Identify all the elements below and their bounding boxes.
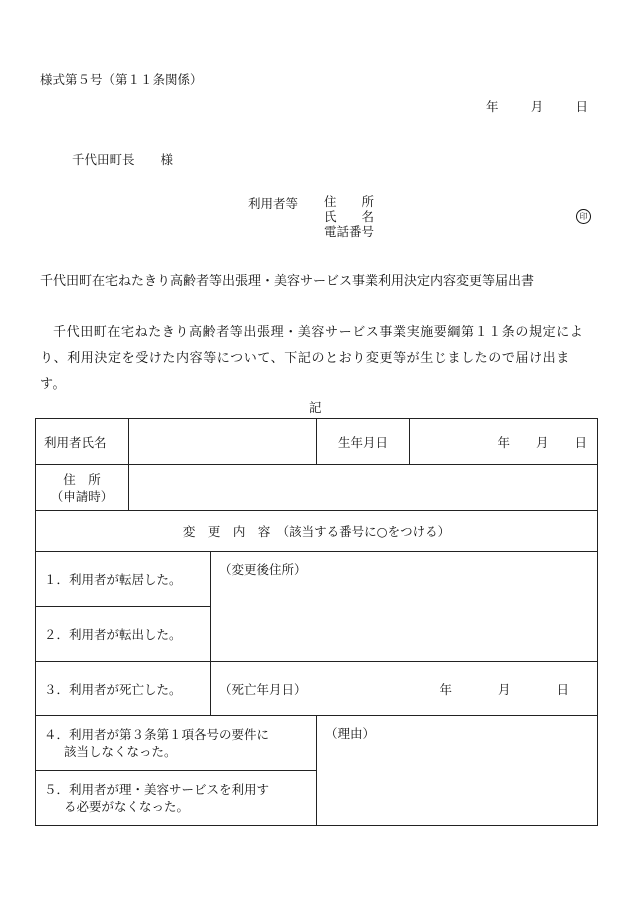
- applicant-phone-label: 電話番号: [324, 224, 375, 239]
- death-year-label: 年: [439, 681, 452, 697]
- row-item1: [36, 552, 598, 607]
- birthdate-label: 生年月日: [317, 419, 410, 465]
- reason-label: （理由）: [325, 726, 376, 741]
- new-address-label: （変更後住所）: [219, 562, 307, 577]
- addressee-name: 千代田町長: [72, 152, 135, 167]
- date-month-label: 月: [530, 99, 544, 114]
- applicant-name-label: 氏 名: [324, 209, 375, 224]
- item-1[interactable]: １．利用者が転居した。: [36, 552, 211, 607]
- item-4-line1: ４．利用者が第３条第１項各号の要件に: [44, 727, 270, 742]
- item-5[interactable]: [36, 771, 317, 826]
- birth-month-label: 月: [535, 434, 549, 450]
- row-change-header: [36, 511, 598, 552]
- ki-heading: 記: [309, 400, 322, 415]
- item-5-line2: る必要がなくなった。: [64, 799, 190, 814]
- document-title: 千代田町在宅ねたきり高齢者等出張理・美容サービス事業利用決定内容変更等届出書: [40, 274, 535, 289]
- address-label: 住 所: [63, 471, 101, 487]
- birth-year-label: 年: [497, 434, 510, 450]
- death-month-label: 月: [497, 681, 511, 697]
- addressee: [72, 150, 173, 168]
- applicant-fields: [324, 194, 374, 239]
- item-5-line1: ５．利用者が理・美容サービスを利用す: [44, 782, 270, 797]
- death-date-label: （死亡年月日）: [219, 681, 307, 697]
- applicant-address-label: 住 所: [324, 194, 375, 209]
- body-text: [40, 320, 592, 398]
- row-user-name: [36, 419, 598, 465]
- new-address-field[interactable]: [211, 552, 598, 662]
- death-day-label: 日: [556, 681, 569, 697]
- reason-field[interactable]: [317, 716, 598, 826]
- item-2[interactable]: ２．利用者が転出した。: [36, 607, 211, 662]
- row-item3: [36, 662, 598, 716]
- row-item4: [36, 716, 598, 771]
- seal-mark: 印: [576, 209, 591, 224]
- user-name-label: 利用者氏名: [36, 419, 129, 465]
- user-name-field[interactable]: [129, 419, 317, 465]
- address-field[interactable]: [129, 465, 598, 511]
- row-address: [36, 465, 598, 511]
- birthdate-field[interactable]: [410, 419, 598, 465]
- death-date-field[interactable]: [211, 662, 598, 716]
- change-header: 変 更 内 容 （該当する番号に○をつける）: [36, 511, 598, 552]
- birth-day-label: 日: [574, 434, 587, 450]
- address-label-cell: [36, 465, 129, 511]
- addressee-honorific: 様: [160, 152, 174, 167]
- change-form-table: [35, 418, 598, 826]
- submission-date: [486, 97, 588, 115]
- item-3[interactable]: ３．利用者が死亡した。: [36, 662, 211, 716]
- form-number: 様式第５号（第１１条関係）: [40, 72, 203, 87]
- applicant-label: 利用者等: [248, 196, 299, 211]
- address-sub-label: （申請時）: [50, 488, 114, 504]
- item-4-line2: 該当しなくなった。: [64, 744, 177, 759]
- date-year-label: 年: [486, 99, 499, 114]
- date-day-label: 日: [575, 99, 588, 114]
- body-paragraph: 千代田町在宅ねたきり高齢者等出張理・美容サービス事業実施要綱第１１条の規定により、利用決定を受けた内容等について、下記のとおり変更等が生じましたので届け出ます。: [40, 325, 584, 392]
- item-4[interactable]: [36, 716, 317, 771]
